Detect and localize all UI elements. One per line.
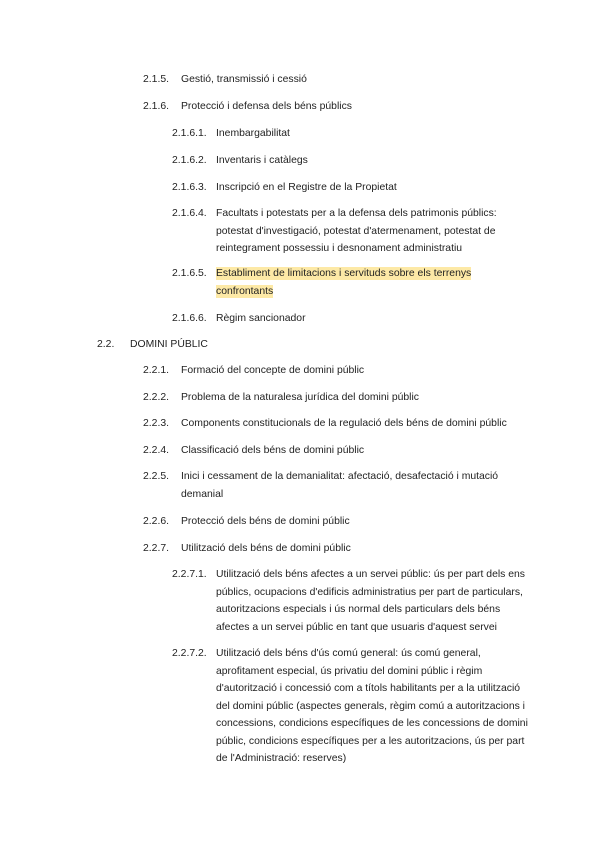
item-text: Utilització dels béns de domini públic [181,543,351,554]
item-number: 2.2.2. [143,392,169,403]
outline-item-2-2-3 [143,415,543,433]
section-heading: DOMINI PÚBLIC [130,339,208,350]
item-number: 2.2.4. [143,445,169,456]
item-text: Classificació dels béns de domini públic [181,445,365,456]
outline-item-2-1-6-2 [172,152,522,170]
outline-item-2-2-2 [143,389,543,407]
item-text: Components constitucionals de la regulació dels béns de domini públic [181,418,507,429]
item-text: Facultats i potestats per a la defensa dels patrimonis públics: potestat d'investigació, potestat d'atermenament, potestat de reintegrament possessiu i desnonament administratiu [216,208,497,254]
item-text: Règim sancionador [216,313,306,324]
outline-item-2-1-6-4 [172,205,522,258]
outline-item-2-1-6-6 [172,310,522,328]
item-number: 2.2.7.1. [172,569,207,580]
outline-item-2-2-4 [143,442,543,460]
item-text: Inventaris i catàlegs [216,155,308,166]
outline-item-2-2-7 [143,540,543,558]
item-number: 2.1.6.3. [172,182,207,193]
item-number: 2.1.6. [143,101,169,112]
item-number: 2.2.1. [143,365,169,376]
item-number: 2.2.7.2. [172,648,207,659]
outline-item-2-2-5 [143,468,533,503]
outline-item-2-1-6 [143,98,543,116]
outline-item-2-1-6-5 [172,265,522,300]
item-text: Inembargabilitat [216,128,290,139]
item-text: Problema de la naturalesa jurídica del domini públic [181,392,419,403]
highlight-mark: Establiment de limitacions i servituds sobre els terrenys confrontants [216,268,472,297]
item-number: 2.2. [97,339,115,350]
item-text: Utilització dels béns d'ús comú general: ús comú general, aprofitament especial, ús privatiu del domini públic i règim d'autorització i concessió com a títols habilitants per a la utilització del domini públic (aspectes generals, règim comú a autoritzacions i concessions, condicions específiques de les concessions de domini públic, condicions específiques per a les autoritzacions, ús per part de l'Administració: reserves) [216,648,528,764]
outline-item-2-2-7-1 [172,566,532,636]
outline-item-2-2-6 [143,513,543,531]
item-text: Utilització dels béns afectes a un servei públic: ús per part dels ens públics, ocupacions d'edificis administratius per part de particulars, autoritzacions especials i ús normal dels particulars dels béns afectes a un servei públic en tant que usuaris d'aquest servei [216,569,525,633]
item-text: Formació del concepte de domini públic [181,365,365,376]
item-text: Protecció i defensa dels béns públics [181,101,352,112]
item-text: Inici i cessament de la demanialitat: afectació, desafectació i mutació demanial [181,471,499,500]
item-number: 2.2.6. [143,516,169,527]
item-number: 2.1.6.4. [172,208,207,219]
outline-item-2-2-1 [143,362,543,380]
item-number: 2.1.6.2. [172,155,207,166]
outline-item-2-1-6-3 [172,179,522,197]
item-text: Protecció dels béns de domini públic [181,516,350,527]
outline-item-2-1-5 [143,71,543,89]
item-number: 2.2.5. [143,471,169,482]
item-number: 2.2.3. [143,418,169,429]
item-number: 2.1.5. [143,74,169,85]
outline-section-2-2 [97,336,497,354]
outline-item-2-2-7-2 [172,645,532,768]
item-text-highlighted [216,265,522,300]
item-number: 2.1.6.6. [172,313,207,324]
item-number: 2.2.7. [143,543,169,554]
item-number: 2.1.6.5. [172,268,207,279]
item-number: 2.1.6.1. [172,128,207,139]
item-text: Gestió, transmissió i cessió [181,74,307,85]
item-text: Inscripció en el Registre de la Propietat [216,182,397,193]
outline-item-2-1-6-1 [172,125,522,143]
